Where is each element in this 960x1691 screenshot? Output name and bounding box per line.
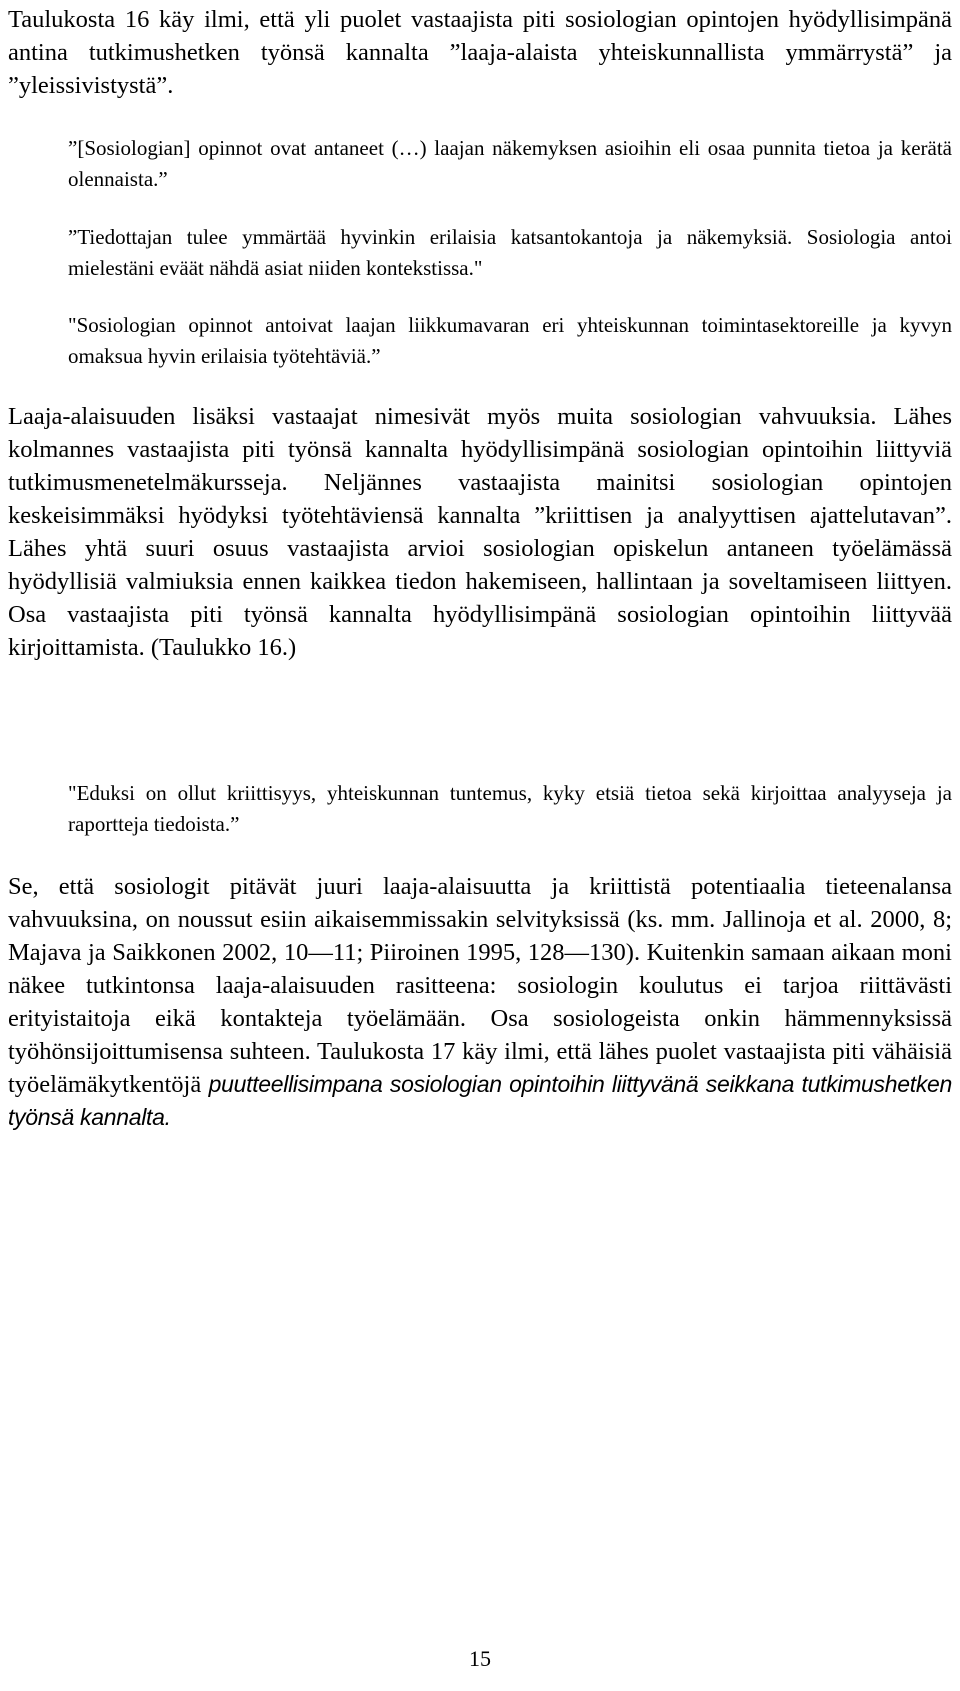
quote-wide-latitude: "Sosiologian opinnot antoivat laajan liikkumavaran eri yhteiskunnan toimintasektoreille ja kyvyn omaksua hyvin erilaisia työtehtäviä.” [68,313,952,368]
paragraph-breadth-burden-text: Se, että sosiologit pitävät juuri laaja-alaisuutta ja kriittistä potentiaalia tieteenalansa vahvuuksina, on noussut esiin aikaisemmissakin selvityksissä (ks. mm. Jallinoja et al. 2000, 8; Majava ja Saikkonen 2002, 10—11; Piiroinen 1995, 128—130). Kuitenkin samaan aikaan moni näkee tutkintonsa laaja-alaisuuden rasitteena: sosiologin koulutus ei tarjoa riittävästi erityistaitoja eikä kontakteja työelämään. Osa sosiologeista onkin hämmennyksissä työhönsijoittumisensa suhteen. Taulukosta 17 käy ilmi, että lähes puolet vastaajista piti vähäisiä työelämäkytkentöjä [8,873,952,1098]
quote-press-officer: ”Tiedottajan tulee ymmärtää hyvinkin erilaisia katsantokantoja ja näkemyksiä. Sosiologia antoi mielestäni eväät nähdä asiat niiden kontekstissa." [68,225,952,280]
paragraph-intro: Taulukosta 16 käy ilmi, että yli puolet vastaajista piti sosiologian opintojen hyödyllisimpänä antina tutkimushetken työnsä kannalta ”laaja-alaista yhteiskunnallista ymmärrystä” ja ”yleissivistystä”. [8,6,952,99]
paragraph-breadth-burden-italic: puutteellisimpana sosiologian opintoihin liittyvänä seikkana tutkimushetken työnsä kannalta. [8,1071,953,1130]
quote-criticality: "Eduksi on ollut kriittisyys, yhteiskunnan tuntemus, kyky etsiä tietoa sekä kirjoittaa analyyseja ja raportteja tiedoista.” [68,781,952,836]
paragraph-other-strengths: Laaja-alaisuuden lisäksi vastaajat nimesivät myös muita sosiologian vahvuuksia. Lähes kolmannes vastaajista piti työnsä kannalta hyödyllisimpänä sosiologian opintoihin liittyviä tutkimusmenetelmäkursseja. Neljännes vastaajista mainitsi sosiologian opintojen keskeisimmäksi hyödyksi työtehtäviensä kannalta ”kriittisen ja analyyttisen ajattelutavan”. Lähes yhtä suuri osuus vastaajista arvioi sosiologian opiskelun antaneen työelämässä hyödyllisiä valmiuksia ennen kaikkea tiedon hakemiseen, hallintaan ja soveltamiseen liittyen. Osa vastaajista piti työnsä kannalta hyödyllisimpänä sosiologian opintoihin liittyvää kirjoittamista. (Taulukko 16.) [8,403,952,661]
paragraph-breadth-burden [8,870,952,1134]
page-number: 15 [469,1646,491,1671]
quote-broad-perspective: ”[Sosiologian] opinnot ovat antaneet (…) laajan näkemyksen asioihin eli osaa punnita tietoa ja kerätä olennaista.” [68,136,952,191]
